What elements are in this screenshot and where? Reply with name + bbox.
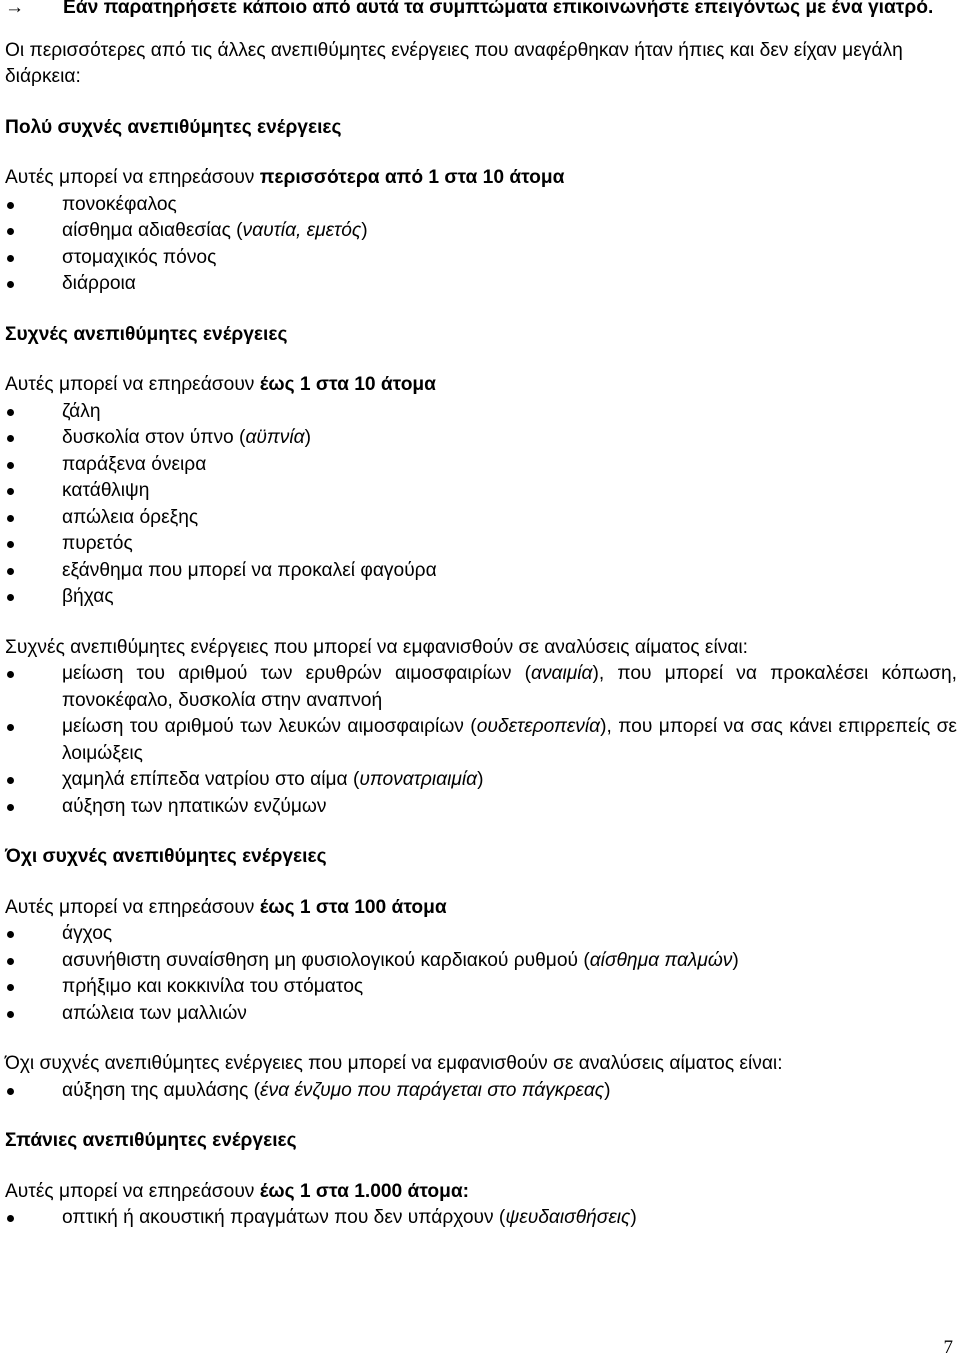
item-text: ) [304, 427, 311, 448]
list-item [5, 218, 957, 245]
bullet-icon [7, 671, 14, 678]
frequency-value: έως 1 στα 100 άτομα [259, 896, 447, 918]
item-term: αίσθημα παλμών [589, 949, 733, 971]
list-item [5, 505, 957, 532]
item-text: απώλεια των μαλλιών [62, 1002, 247, 1024]
uncommon-blood-intro: Όχι συχνές ανεπιθύμητες ενέργειες που μπορεί να εμφανισθούν σε αναλύσεις αίματος είναι: [5, 1053, 783, 1074]
item-text: ), που μπορεί να προκαλέσει κόπωση, πονοκέφαλο, δυσκολία στην αναπνοή [62, 663, 958, 711]
frequency-value: έως 1 στα 1.000 άτομα: [259, 1180, 470, 1202]
list-item [5, 948, 957, 975]
item-text: βήχας [62, 586, 114, 607]
list-item [5, 584, 957, 611]
intro-paragraph: Οι περισσότερες από τις άλλες ανεπιθύμητες ενέργειες που αναφέρθηκαν ήταν ήπιες και δεν είχαν μεγάλη διάρκεια: [5, 39, 903, 87]
frequency-value: έως 1 στα 10 άτομα [259, 374, 436, 395]
bullet-icon [7, 462, 14, 469]
bullet-icon [7, 409, 14, 416]
bullet-icon [7, 804, 14, 811]
item-text: απώλεια όρεξης [62, 506, 199, 528]
rare-heading: Σπάνιες ανεπιθύμητες ενέργειες [5, 1130, 297, 1151]
item-text: ), που μπορεί να σας κάνει επιρρεπείς σε λοιμώξεις [62, 716, 957, 764]
uncommon-frequency [5, 895, 957, 922]
common-list [5, 399, 957, 611]
item-text: στομαχικός πόνος [62, 246, 217, 268]
bullet-icon [7, 228, 14, 235]
item-text: μείωση του αριθμού των ερυθρών αιμοσφαιρίων ( [62, 663, 531, 684]
bullet-icon [7, 594, 14, 601]
item-term: αναιμία [531, 663, 593, 684]
item-text: χαμηλά επίπεδα νατρίου στο αίμα ( [62, 769, 360, 790]
item-text: παράξενα όνειρα [62, 453, 207, 475]
uncommon-blood-list [5, 1078, 957, 1105]
common-blood-intro: Συχνές ανεπιθύμητες ενέργειες που μπορεί να εμφανισθούν σε αναλύσεις αίματος είναι: [5, 636, 749, 658]
item-term: ψευδαισθήσεις [505, 1207, 631, 1228]
list-item [5, 661, 957, 714]
very-common-heading: Πολύ συχνές ανεπιθύμητες ενέργειες [5, 116, 342, 138]
bullet-icon [7, 281, 14, 288]
warning-note [5, 0, 957, 22]
list-item [5, 714, 957, 767]
list-item [5, 425, 957, 452]
list-item [5, 1205, 957, 1232]
item-text: διάρροια [62, 273, 136, 294]
uncommon-heading: Όχι συχνές ανεπιθύμητες ενέργειες [5, 846, 327, 867]
item-text: οπτική ή ακουστική πραγμάτων που δεν υπάρχουν ( [62, 1207, 506, 1228]
item-text: ασυνήθιστη συναίσθηση μη φυσιολογικού καρδιακού ρυθμού ( [62, 949, 590, 971]
bullet-icon [7, 724, 14, 731]
very-common-list [5, 192, 957, 298]
list-item [5, 794, 957, 821]
item-text: εξάνθημα που μπορεί να προκαλεί φαγούρα [62, 559, 437, 581]
bullet-icon [7, 1088, 14, 1095]
list-item [5, 921, 957, 948]
bullet-icon [7, 931, 14, 938]
bullet-icon [7, 541, 14, 548]
item-text: ) [361, 220, 368, 241]
bullet-icon [7, 488, 14, 495]
item-text: άγχος [62, 923, 113, 944]
item-text: πυρετός [62, 533, 133, 554]
list-item [5, 1001, 957, 1028]
list-item [5, 245, 957, 272]
bullet-icon [7, 958, 14, 965]
list-item [5, 452, 957, 479]
frequency-prefix: Αυτές μπορεί να επηρεάσουν [5, 167, 260, 188]
item-text: αίσθημα αδιαθεσίας ( [62, 220, 243, 241]
item-term: υπονατριαιμία [359, 769, 478, 790]
item-term: ουδετεροπενία [476, 716, 601, 737]
item-term: ναυτία, εμετός [242, 220, 362, 241]
common-frequency [5, 372, 957, 399]
list-item [5, 531, 957, 558]
rare-frequency [5, 1179, 957, 1206]
item-text: αύξηση της αμυλάσης ( [62, 1079, 261, 1101]
item-text: ) [477, 769, 484, 790]
list-item [5, 399, 957, 426]
bullet-icon [7, 255, 14, 262]
list-item [5, 478, 957, 505]
item-text: αύξηση των ηπατικών ενζύμων [62, 795, 327, 817]
item-term: ένα ένζυμο που παράγεται στο πάγκρεας [260, 1079, 605, 1101]
bullet-icon [7, 568, 14, 575]
bullet-icon [7, 1215, 14, 1222]
item-term: αϋπνία [245, 427, 305, 448]
arrow-icon: → [5, 0, 25, 18]
warning-text: Εάν παρατηρήσετε κάποιο από αυτά τα συμπτώματα επικοινωνήστε επειγόντως με ένα γιατρό. [63, 0, 934, 18]
item-text: ) [604, 1079, 611, 1101]
list-item [5, 192, 957, 219]
frequency-prefix: Αυτές μπορεί να επηρεάσουν [5, 374, 260, 395]
bullet-icon [7, 984, 14, 991]
common-blood-list [5, 661, 957, 820]
item-text: ) [630, 1207, 637, 1228]
item-text: πονοκέφαλος [62, 193, 177, 215]
item-text: μείωση του αριθμού των λευκών αιμοσφαιρίων ( [62, 716, 477, 737]
leaflet-page [5, 0, 957, 1232]
frequency-prefix: Αυτές μπορεί να επηρεάσουν [5, 1180, 260, 1202]
rare-list [5, 1205, 957, 1232]
item-text: ) [732, 949, 739, 971]
item-text: δυσκολία στον ύπνο ( [62, 427, 246, 448]
bullet-icon [7, 435, 14, 442]
frequency-prefix: Αυτές μπορεί να επηρεάσουν [5, 896, 260, 918]
item-text: ζάλη [62, 400, 101, 422]
list-item [5, 767, 957, 794]
page-number: 7 [943, 1337, 953, 1358]
bullet-icon [7, 202, 14, 209]
uncommon-list [5, 921, 957, 1027]
list-item [5, 271, 957, 298]
list-item [5, 974, 957, 1001]
item-text: κατάθλιψη [62, 480, 150, 501]
bullet-icon [7, 1011, 14, 1018]
common-heading: Συχνές ανεπιθύμητες ενέργειες [5, 323, 288, 345]
item-text: πρήξιμο και κοκκινίλα του στόματος [62, 976, 364, 997]
very-common-frequency [5, 165, 957, 192]
list-item [5, 558, 957, 585]
bullet-icon [7, 777, 14, 784]
bullet-icon [7, 515, 14, 522]
list-item [5, 1078, 957, 1105]
frequency-value: περισσότερα από 1 στα 10 άτομα [259, 167, 565, 188]
